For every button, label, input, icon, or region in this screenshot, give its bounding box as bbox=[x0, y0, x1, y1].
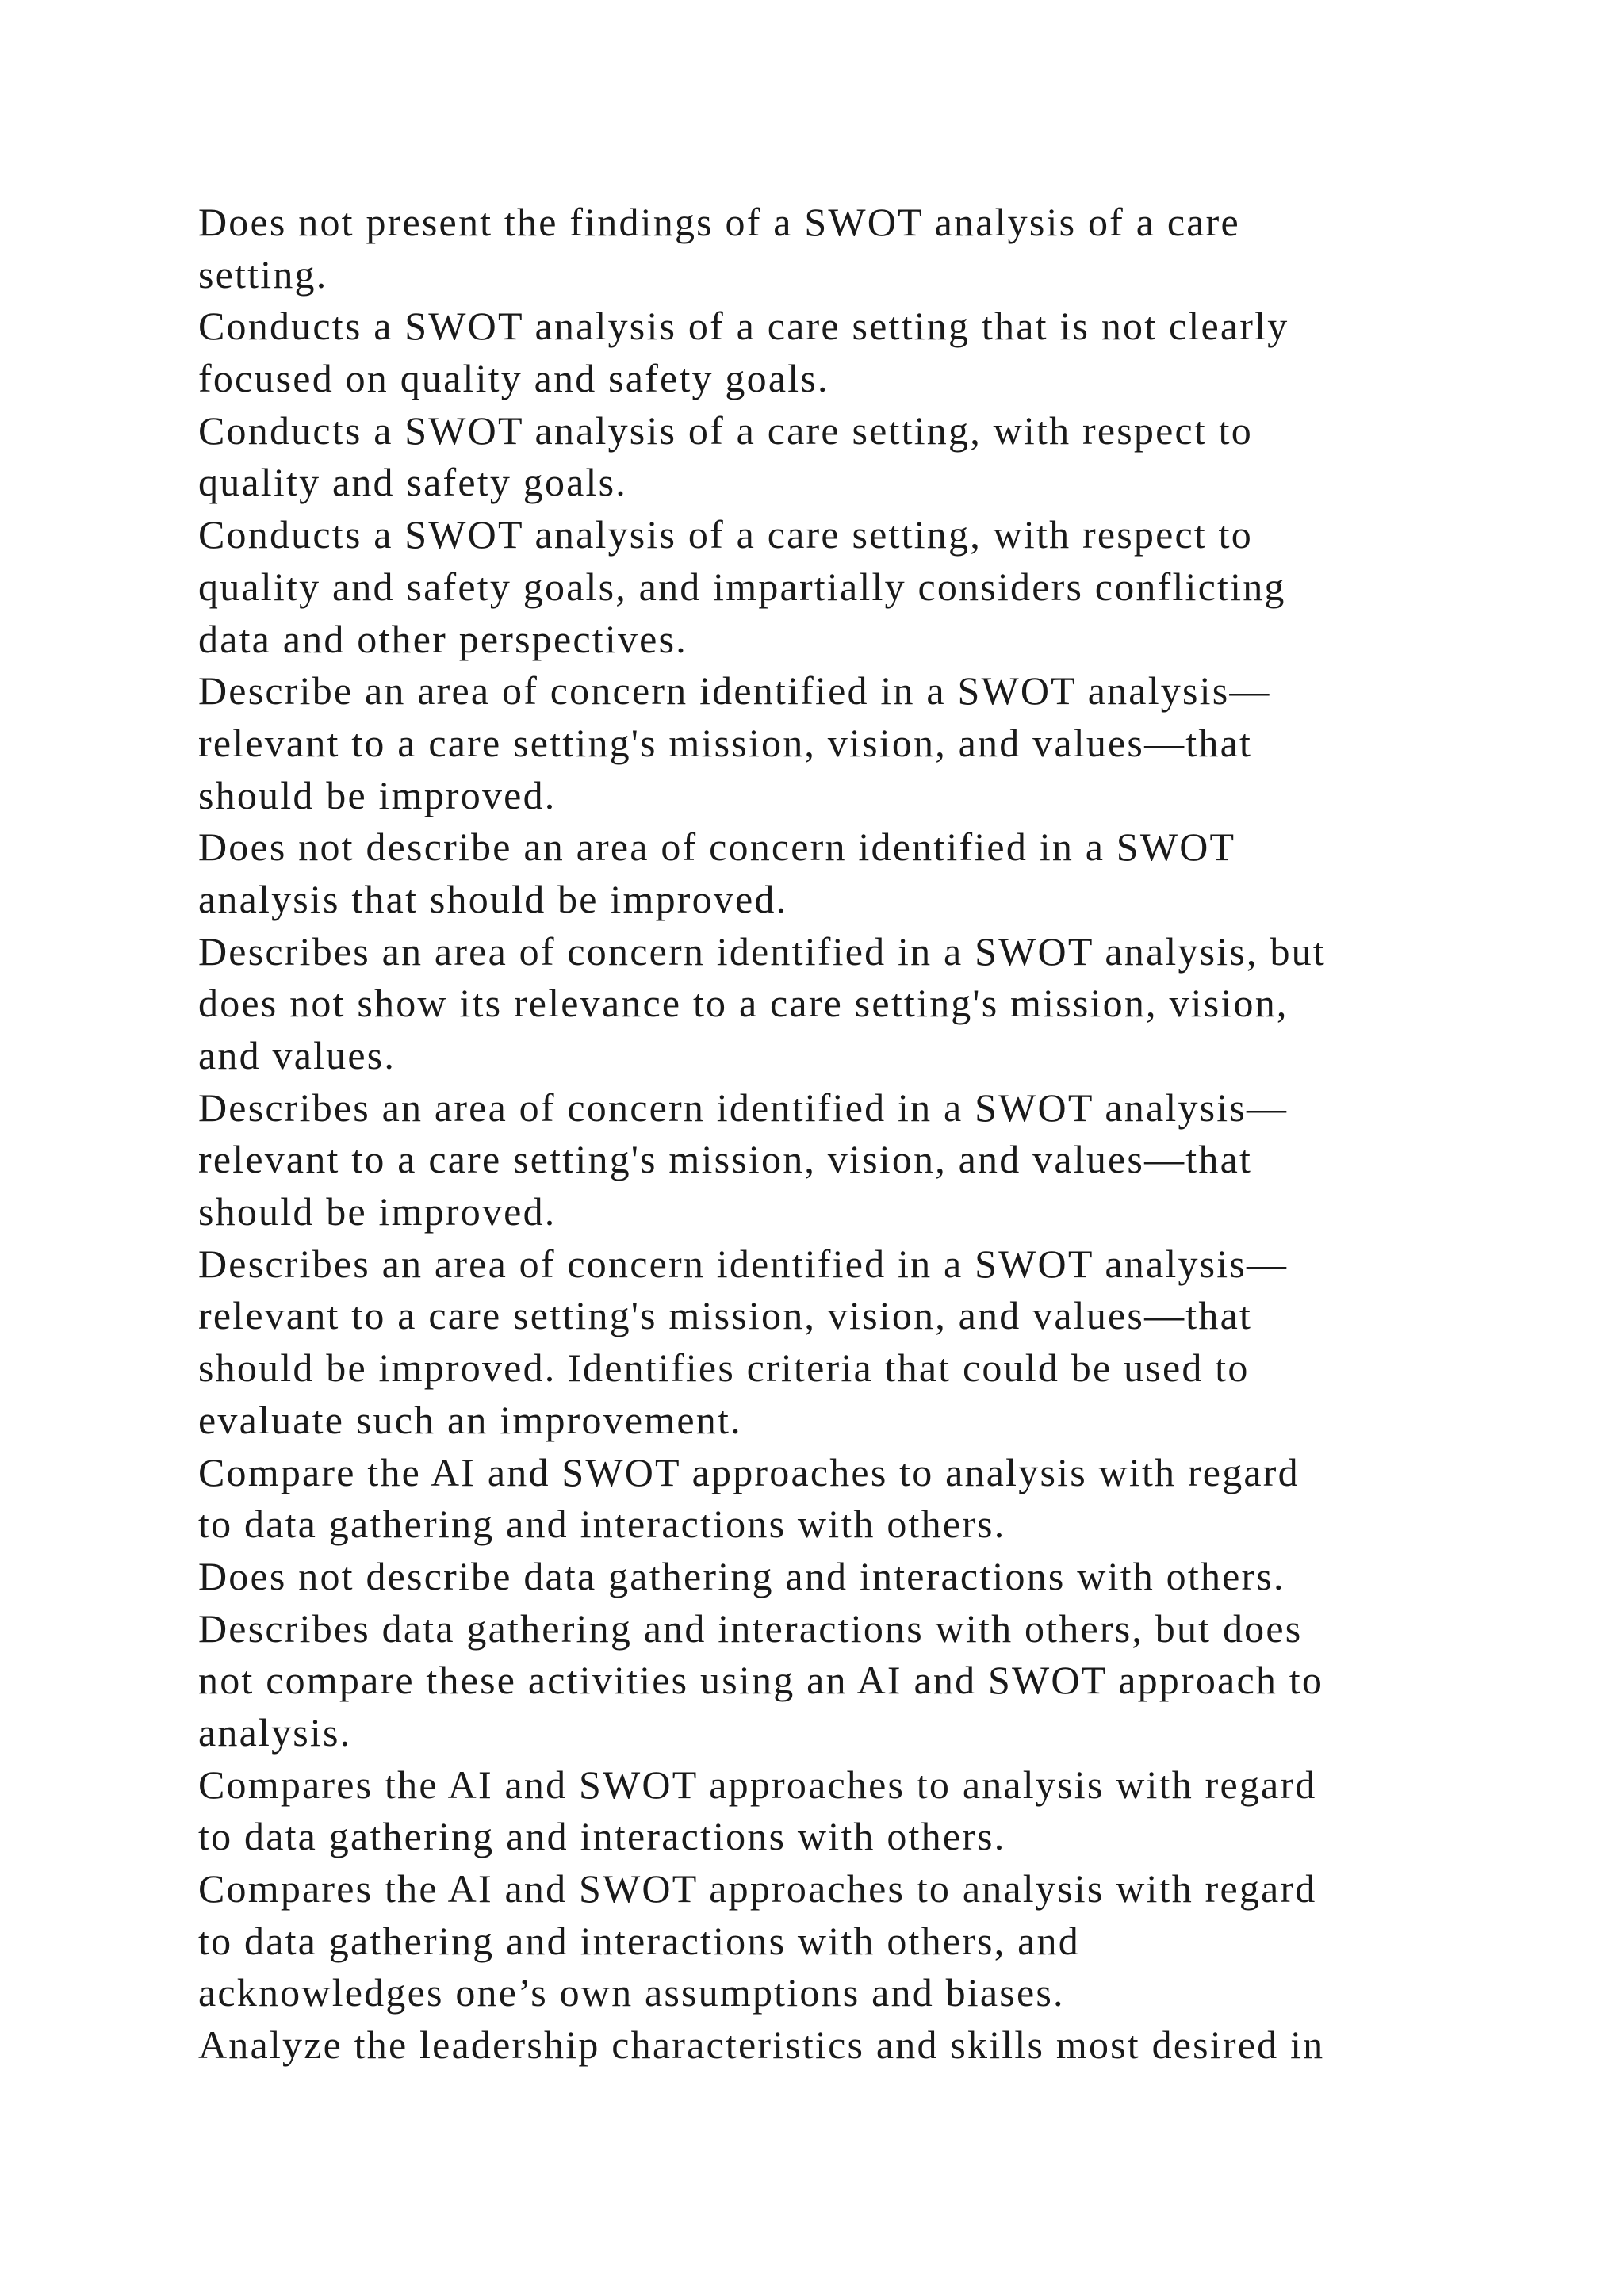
text-line: data and other perspectives. bbox=[198, 616, 688, 661]
text-line: to data gathering and interactions with others, and bbox=[198, 1918, 1080, 1963]
text-line: Describes an area of concern identified in a SWOT analysis— bbox=[198, 1085, 1289, 1130]
text-line: does not show its relevance to a care setting's mission, vision, bbox=[198, 981, 1289, 1026]
text-line: to data gathering and interactions with others. bbox=[198, 1502, 1006, 1547]
text-line: acknowledges one’s own assumptions and biases. bbox=[198, 1970, 1065, 2015]
text-line: Does not present the findings of a SWOT analysis of a care bbox=[198, 200, 1240, 244]
text-line: Compares the AI and SWOT approaches to analysis with regard bbox=[198, 1866, 1317, 1911]
text-line: analysis. bbox=[198, 1709, 352, 1755]
text-line: Conducts a SWOT analysis of a care setting, with respect to bbox=[198, 408, 1253, 453]
text-line: Compares the AI and SWOT approaches to analysis with regard bbox=[198, 1762, 1317, 1807]
text-line: Conducts a SWOT analysis of a care setting, with respect to bbox=[198, 512, 1253, 557]
text-line: quality and safety goals. bbox=[198, 460, 627, 505]
text-line: Conducts a SWOT analysis of a care setting that is not clearly bbox=[198, 304, 1289, 349]
text-line: setting. bbox=[198, 251, 328, 297]
text-line: Describes an area of concern identified in a SWOT analysis— bbox=[198, 1241, 1289, 1286]
document-body bbox=[198, 197, 1507, 2072]
text-line: should be improved. bbox=[198, 772, 557, 817]
text-line: quality and safety goals, and impartially considers conflicting bbox=[198, 564, 1286, 609]
text-line: not compare these activities using an AI and SWOT approach to bbox=[198, 1658, 1324, 1703]
text-line: relevant to a care setting's mission, vision, and values—that bbox=[198, 1293, 1253, 1338]
text-line: relevant to a care setting's mission, vision, and values—that bbox=[198, 720, 1253, 765]
text-line: Does not describe an area of concern identified in a SWOT bbox=[198, 825, 1236, 870]
text-line: should be improved. bbox=[198, 1189, 557, 1234]
text-line: Analyze the leadership characteristics and skills most desired in bbox=[198, 2022, 1325, 2068]
text-line: Describes an area of concern identified in a SWOT analysis, but bbox=[198, 928, 1326, 974]
text-line: Describes data gathering and interactions with others, but does bbox=[198, 1605, 1303, 1651]
text-line: Does not describe data gathering and interactions with others. bbox=[198, 1553, 1285, 1598]
text-line: and values. bbox=[198, 1033, 396, 1077]
text-line: to data gathering and interactions with others. bbox=[198, 1814, 1006, 1859]
text-line: Describe an area of concern identified in a SWOT analysis— bbox=[198, 668, 1271, 714]
text-line: analysis that should be improved. bbox=[198, 876, 788, 921]
text-line: focused on quality and safety goals. bbox=[198, 356, 829, 401]
text-line: evaluate such an improvement. bbox=[198, 1397, 742, 1442]
text-line: Compare the AI and SWOT approaches to analysis with regard bbox=[198, 1449, 1300, 1494]
text-line: relevant to a care setting's mission, vision, and values—that bbox=[198, 1137, 1253, 1182]
text-line: should be improved. Identifies criteria that could be used to bbox=[198, 1345, 1250, 1391]
